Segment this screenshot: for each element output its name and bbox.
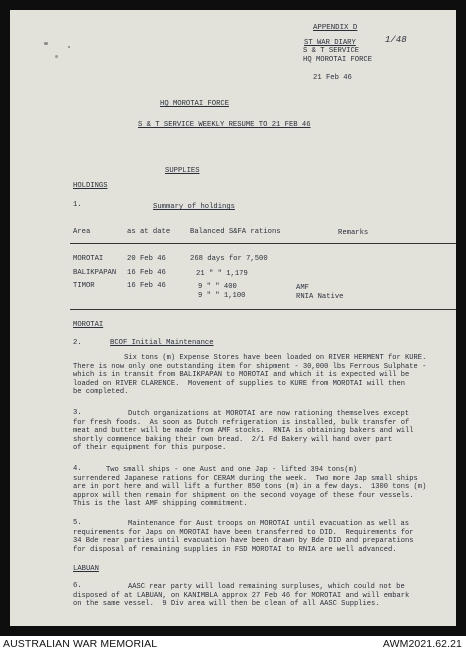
war-diary-label: ST WAR DIARY [304, 39, 356, 47]
table-header-remarks: Remarks [338, 229, 369, 237]
report-title: S & T SERVICE WEEKLY RESUME TO 21 FEB 46 [138, 121, 311, 129]
ink-smudge [55, 55, 58, 58]
table-cell-area: BALIKPAPAN [73, 269, 117, 277]
section-supplies: SUPPLIES [165, 167, 200, 175]
item-number: 3. [73, 409, 82, 417]
item-number: 1. [73, 201, 82, 209]
table-cell-remarks: RNIA Native [296, 293, 344, 301]
table-cell-qty: 9 " " 1,100 [198, 292, 246, 300]
item-number: 4. [73, 465, 82, 473]
table-cell-remarks: AMF [296, 284, 309, 292]
force-label: HQ MOROTAI FORCE [303, 56, 373, 64]
paragraph: AASC rear party will load remaining surpluses, which could not be disposed of at LABUAN, on KANIMBLA approx 27 Feb 46 for MOROTAI and will embark on the same vessel. 9 Div area will then be clean of all AASC Supplies. [73, 583, 410, 609]
table-cell-qty: 268 days for 7,500 [190, 255, 268, 263]
document-date: 21 Feb 46 [313, 74, 352, 82]
table-cell-qty: 9 " " 400 [198, 283, 237, 291]
item-title: Summary of holdings [153, 203, 235, 211]
archive-footer [0, 636, 466, 653]
paragraph: Dutch organizations at MOROTAI are now rationing themselves except for fresh foods. As soon as Dutch refrigeration is installed, bulk transfer of meat and butter will be made from AMF stocks. RNIA is obtaining bakers and will shortly commence baking their own bread. 2/1 Fd Bakery will hand over part of their equipment for this purpose. [73, 410, 414, 453]
paragraph: Two small ships - one Aust and one Jap - lifted 394 tons(m) surrendered Japanese rations for CERAM during the week. Two more Jap small ships are in port here and will lift a further 850 tons (m) in a few days. 1300 tons (m) approx will then remain for shipment on the second voyage of these four vessels. This is the last AMF shipping commitment. [73, 466, 427, 509]
table-divider [70, 243, 456, 244]
table-divider [70, 309, 456, 310]
table-cell-date: 16 Feb 46 [127, 282, 166, 290]
item-number: 5. [73, 519, 82, 527]
table-cell-qty: 21 " " 1,179 [196, 270, 248, 278]
table-header-area: Area [73, 228, 91, 236]
table-cell-area: MOROTAI [73, 255, 104, 263]
section-holdings: HOLDINGS [73, 182, 108, 190]
section-morotai: MOROTAI [73, 321, 104, 329]
item-title: BCOF Initial Maintenance [110, 339, 214, 347]
ink-smudge [44, 42, 48, 45]
section-labuan: LABUAN [73, 565, 99, 573]
table-cell-date: 16 Feb 46 [127, 269, 166, 277]
footer-accession: AWM2021.62.21 [382, 638, 462, 650]
unit-label: S & T SERVICE [303, 47, 360, 55]
footer-source: AUSTRALIAN WAR MEMORIAL [3, 638, 158, 650]
paragraph: Maintenance for Aust troops on MOROTAI until evacuation as well as requirements for Japs on MOROTAI have been transferred to DID. Requirements for 34 Bde rear parties until evacuation have been drawn by Bde DID and preparations for disposal of remaining supplies in FSD MOROTAI to RNIA are well advanced. [73, 520, 414, 554]
appendix-label: APPENDIX D [313, 24, 358, 32]
document-page [10, 10, 456, 626]
item-number: 6. [73, 582, 82, 590]
table-header-rations: Balanced S&FA rations [190, 228, 281, 236]
diary-number: 1/48 [385, 35, 407, 45]
hq-title: HQ MOROTAI FORCE [160, 100, 230, 108]
item-number: 2. [73, 339, 82, 347]
table-cell-area: TIMOR [73, 282, 95, 290]
ink-smudge [68, 46, 70, 48]
table-header-date: as at date [127, 228, 171, 236]
paragraph: Six tons (m) Expense Stores have been loaded on RIVER HERMENT for KURE. There is now only one outstanding item for shipment - 30,000 lbs Ferrous Sulphate - which is in transit from BALIKPAPAN to MOROTAI and which it is expected will be loaded on RIVER CLARENCE. Movement of supplies to KURE from MOROTAI will then be completed. [73, 354, 427, 397]
table-cell-date: 20 Feb 46 [127, 255, 166, 263]
